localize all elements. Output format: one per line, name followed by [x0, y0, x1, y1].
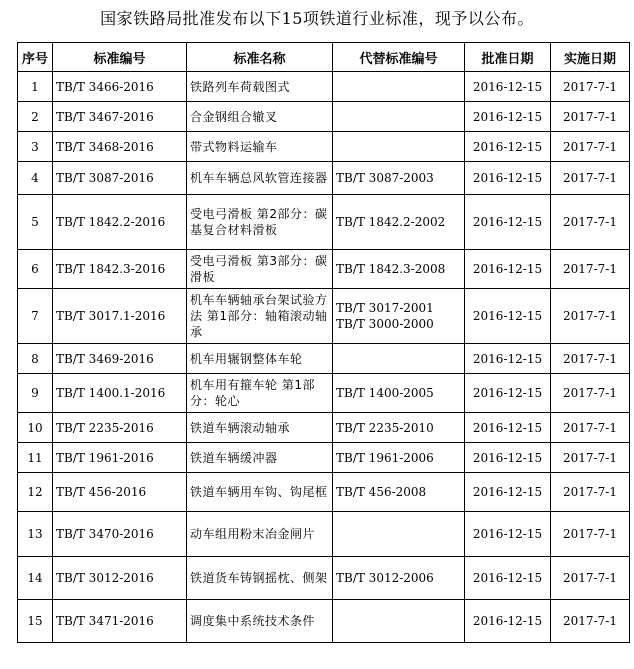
row-effective-date: 2017-7-1 [551, 132, 630, 162]
row-replaced-code [333, 132, 465, 162]
row-effective-date: 2017-7-1 [551, 72, 630, 102]
row-replaced-code: TB/T 3012-2006 [333, 557, 465, 600]
row-standard-name: 铁路列车荷载图式 [187, 72, 333, 102]
row-standard-name: 受电弓滑板 第3部分：碳滑板 [187, 250, 333, 289]
table-row [18, 600, 630, 643]
row-standard-code: TB/T 3466-2016 [53, 72, 187, 102]
row-seq: 13 [18, 512, 53, 557]
table-row [18, 473, 630, 512]
row-effective-date: 2017-7-1 [551, 195, 630, 250]
row-standard-code: TB/T 1400.1-2016 [53, 374, 187, 413]
table-row [18, 102, 630, 132]
row-replaced-code [333, 344, 465, 374]
row-replaced-code [333, 72, 465, 102]
row-standard-name: 受电弓滑板 第2部分：碳基复合材料滑板 [187, 195, 333, 250]
row-standard-code: TB/T 3012-2016 [53, 557, 187, 600]
row-standard-name: 合金钢组合辙叉 [187, 102, 333, 132]
row-standard-name: 铁道车辆滚动轴承 [187, 413, 333, 443]
row-standard-code: TB/T 456-2016 [53, 473, 187, 512]
row-effective-date: 2017-7-1 [551, 250, 630, 289]
row-standard-code: TB/T 3087-2016 [53, 162, 187, 195]
row-effective-date: 2017-7-1 [551, 557, 630, 600]
table-row [18, 443, 630, 473]
row-seq: 15 [18, 600, 53, 643]
row-replaced-code [333, 512, 465, 557]
row-seq: 8 [18, 344, 53, 374]
row-approve-date: 2016-12-15 [465, 162, 551, 195]
header-effective-date: 实施日期 [551, 43, 630, 72]
row-standard-name: 带式物料运输车 [187, 132, 333, 162]
row-seq: 2 [18, 102, 53, 132]
table-row [18, 162, 630, 195]
row-approve-date: 2016-12-15 [465, 289, 551, 344]
row-approve-date: 2016-12-15 [465, 195, 551, 250]
row-effective-date: 2017-7-1 [551, 473, 630, 512]
row-effective-date: 2017-7-1 [551, 374, 630, 413]
table-row [18, 250, 630, 289]
row-replaced-code [333, 102, 465, 132]
row-effective-date: 2017-7-1 [551, 413, 630, 443]
row-seq: 7 [18, 289, 53, 344]
row-standard-name: 调度集中系统技术条件 [187, 600, 333, 643]
row-approve-date: 2016-12-15 [465, 250, 551, 289]
row-standard-code: TB/T 3468-2016 [53, 132, 187, 162]
table-row [18, 413, 630, 443]
row-approve-date: 2016-12-15 [465, 413, 551, 443]
header-name: 标准名称 [187, 43, 333, 72]
row-standard-code: TB/T 3471-2016 [53, 600, 187, 643]
table-row [18, 512, 630, 557]
row-seq: 4 [18, 162, 53, 195]
row-approve-date: 2016-12-15 [465, 344, 551, 374]
row-approve-date: 2016-12-15 [465, 72, 551, 102]
row-approve-date: 2016-12-15 [465, 512, 551, 557]
row-effective-date: 2017-7-1 [551, 162, 630, 195]
row-approve-date: 2016-12-15 [465, 132, 551, 162]
row-replaced-code: TB/T 1400-2005 [333, 374, 465, 413]
row-approve-date: 2016-12-15 [465, 473, 551, 512]
row-replaced-code [333, 600, 465, 643]
row-effective-date: 2017-7-1 [551, 289, 630, 344]
row-replaced-code: TB/T 1961-2006 [333, 443, 465, 473]
row-approve-date: 2016-12-15 [465, 600, 551, 643]
row-replaced-code: TB/T 3017-2001 TB/T 3000-2000 [333, 289, 465, 344]
table-row [18, 195, 630, 250]
row-approve-date: 2016-12-15 [465, 443, 551, 473]
table-row [18, 344, 630, 374]
row-replaced-code: TB/T 2235-2010 [333, 413, 465, 443]
row-seq: 14 [18, 557, 53, 600]
row-standard-name: 机车用辗钢整体车轮 [187, 344, 333, 374]
table-row [18, 132, 630, 162]
row-standard-code: TB/T 1842.3-2016 [53, 250, 187, 289]
standards-table [17, 42, 630, 643]
row-standard-code: TB/T 3469-2016 [53, 344, 187, 374]
row-standard-code: TB/T 1961-2016 [53, 443, 187, 473]
table-row [18, 374, 630, 413]
row-standard-name: 铁道车辆缓冲器 [187, 443, 333, 473]
header-approve-date: 批准日期 [465, 43, 551, 72]
row-approve-date: 2016-12-15 [465, 102, 551, 132]
row-standard-name: 动车组用粉末冶金闸片 [187, 512, 333, 557]
row-effective-date: 2017-7-1 [551, 512, 630, 557]
row-replaced-code: TB/T 456-2008 [333, 473, 465, 512]
row-seq: 12 [18, 473, 53, 512]
table-row [18, 289, 630, 344]
row-effective-date: 2017-7-1 [551, 600, 630, 643]
row-approve-date: 2016-12-15 [465, 557, 551, 600]
row-replaced-code: TB/T 1842.3-2008 [333, 250, 465, 289]
row-seq: 9 [18, 374, 53, 413]
row-standard-code: TB/T 3470-2016 [53, 512, 187, 557]
row-seq: 10 [18, 413, 53, 443]
row-standard-name: 机车车辆总风软管连接器 [187, 162, 333, 195]
row-seq: 11 [18, 443, 53, 473]
row-seq: 1 [18, 72, 53, 102]
table-row [18, 557, 630, 600]
row-effective-date: 2017-7-1 [551, 102, 630, 132]
announcement-heading: 国家铁路局批准发布以下15项铁道行业标准，现予以公布。 [100, 9, 534, 28]
row-standard-name: 机车车辆轴承台架试验方法 第1部分：轴箱滚动轴承 [187, 289, 333, 344]
row-standard-code: TB/T 3467-2016 [53, 102, 187, 132]
row-seq: 5 [18, 195, 53, 250]
row-standard-code: TB/T 1842.2-2016 [53, 195, 187, 250]
row-effective-date: 2017-7-1 [551, 344, 630, 374]
row-standard-name: 铁道车辆用车钩、钩尾框 [187, 473, 333, 512]
row-standard-code: TB/T 3017.1-2016 [53, 289, 187, 344]
table-header-row [18, 43, 630, 72]
row-standard-code: TB/T 2235-2016 [53, 413, 187, 443]
row-standard-name: 机车用有箍车轮 第1部分：轮心 [187, 374, 333, 413]
row-seq: 6 [18, 250, 53, 289]
header-replace: 代替标准编号 [333, 43, 465, 72]
header-seq: 序号 [18, 43, 53, 72]
row-approve-date: 2016-12-15 [465, 374, 551, 413]
header-code: 标准编号 [53, 43, 187, 72]
row-seq: 3 [18, 132, 53, 162]
table-row [18, 72, 630, 102]
row-standard-name: 铁道货车铸钢摇枕、侧架 [187, 557, 333, 600]
row-effective-date: 2017-7-1 [551, 443, 630, 473]
row-replaced-code: TB/T 3087-2003 [333, 162, 465, 195]
row-replaced-code: TB/T 1842.2-2002 [333, 195, 465, 250]
